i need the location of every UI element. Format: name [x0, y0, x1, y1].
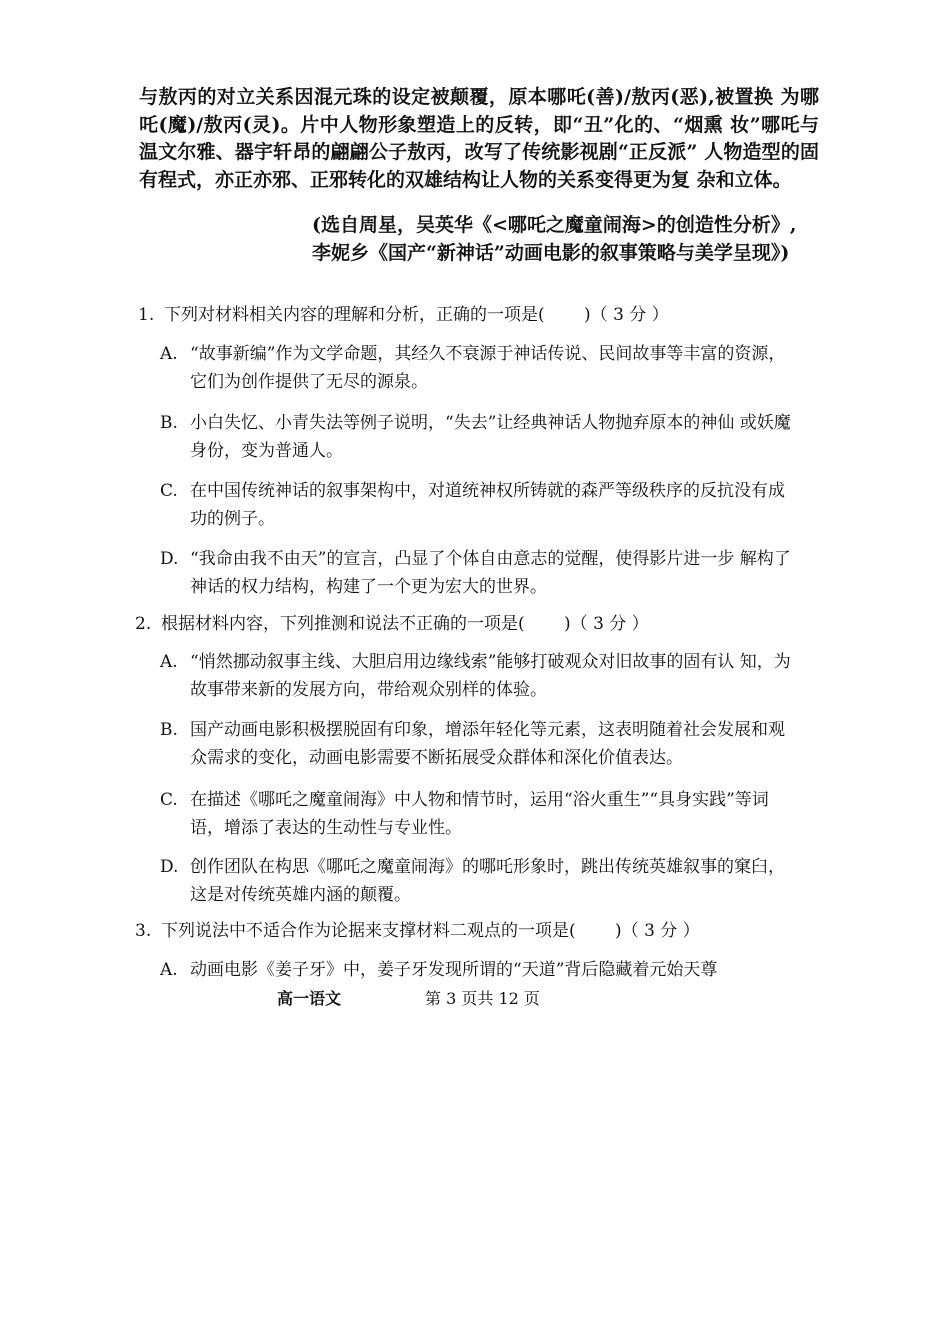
option-label: C. [160, 790, 178, 810]
q1-option-c [160, 477, 800, 533]
option-label: D. [160, 857, 179, 877]
option-text: 在描述《哪吒之魔童闹海》中人物和情节时，运用“浴火重生”“具身实践”等词语，增添了表达的生动性与专业性。 [190, 790, 769, 838]
option-text: “故事新编”作为文学命题，其经久不衰源于神话传说、民间故事等丰富的资源，它们为创作提供了无尽的源泉。 [190, 344, 786, 392]
question-number: 2. [135, 614, 152, 634]
q2-option-a [160, 648, 800, 704]
q2-option-c [160, 786, 800, 842]
q1-option-d [160, 545, 800, 601]
option-label: A. [160, 652, 178, 672]
option-label: D. [160, 549, 179, 569]
question-3 [135, 919, 700, 943]
question-stem: 下列说法中不适合作为论据来支撑材料二观点的一项是( )（ 3 分 ） [161, 921, 700, 941]
passage-source: (选自周星，吴英华《<哪吒之魔童闹海>的创造性分析》,李妮乡《国产“新神话”动画电影的叙事策略与美学呈现》) [312, 214, 797, 264]
option-label: A. [160, 344, 178, 364]
q2-option-b [160, 716, 800, 772]
passage-text: 与敖丙的对立关系因混元珠的设定被颠覆，原本哪吒(善)/敖丙(恶),被置换 为哪吒(魔)/敖丙(灵)。片中人物形象塑造上的反转，即“丑”化的、“烟熏 妆”哪吒与温文尔雅、器宇轩昂的翩翩公子敖丙，改写了传统影视剧“正反派” 人物造型的固有程式，亦正亦邪、正邪转化的双雄结构让人物的关系变得更为复 杂和立体。 [139, 86, 819, 191]
option-text: “悄然挪动叙事主线、大胆启用边缘线索”能够打破观众对旧故事的固有认 知，为故事带来新的发展方向，带给观众别样的体验。 [190, 652, 791, 700]
option-text: 在中国传统神话的叙事架构中，对道统神权所铸就的森严等级秩序的反抗没有成功的例子。 [190, 481, 785, 529]
option-label: C. [160, 481, 178, 501]
question-1 [138, 303, 669, 327]
q1-option-b [160, 409, 800, 465]
question-number: 3. [135, 921, 152, 941]
option-label: B. [160, 720, 178, 740]
option-label: A. [160, 960, 178, 980]
q1-option-a [160, 340, 800, 396]
q2-option-d [160, 853, 800, 909]
question-2 [135, 612, 649, 636]
question-number: 1. [138, 305, 155, 325]
option-label: B. [160, 413, 178, 433]
question-stem: 根据材料内容，下列推测和说法不正确的一项是( )（ 3 分 ） [161, 614, 649, 634]
option-text: 小白失忆、小青失法等例子说明，“失去”让经典神话人物抛弃原本的神仙 或妖魔身份，变为普通人。 [190, 413, 791, 461]
footer-subject: 高一语文 [277, 989, 342, 1008]
q3-option-a [160, 956, 810, 984]
footer-page-number: 第 3 页共 12 页 [425, 989, 540, 1008]
option-text: 动画电影《姜子牙》中，姜子牙发现所谓的“天道”背后隐藏着元始天尊 [190, 960, 718, 980]
option-text: 国产动画电影积极摆脱固有印象，增添年轻化等元素，这表明随着社会发展和观众需求的变化，动画电影需要不断拓展受众群体和深化价值表达。 [190, 720, 785, 768]
option-text: “我命由我不由天”的宣言，凸显了个体自由意志的觉醒，使得影片进一步 解构了神话的权力结构，构建了一个更为宏大的世界。 [190, 549, 791, 597]
question-stem: 下列对材料相关内容的理解和分析，正确的一项是( )（ 3 分 ） [164, 305, 669, 325]
option-text: 创作团队在构思《哪吒之魔童闹海》的哪吒形象时，跳出传统英雄叙事的窠臼，这是对传统英雄内涵的颠覆。 [190, 857, 785, 905]
